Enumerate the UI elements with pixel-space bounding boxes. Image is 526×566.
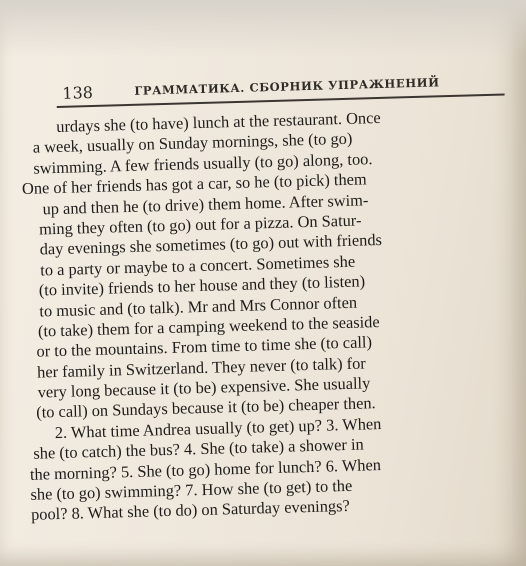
text-line: up and then he (to drive) them home. After swim- [42, 189, 369, 218]
text-line: 2. What time Andrea usually (to get) up? 3. When [54, 413, 382, 443]
text-line: she (to catch) the bus? 4. She (to take) a shower in [33, 434, 364, 464]
text-line: day evenings she sometimes (to go) out with friends [39, 230, 383, 259]
text-line: One of her friends has got a car, so he (to pick) them [21, 169, 367, 199]
text-line: (to call) on Sundays because it (to be) cheaper then. [35, 393, 376, 423]
page-header [56, 67, 507, 108]
text-line: (to invite) friends to her house and they (to listen) [38, 271, 366, 300]
text-line: urdays she (to have) lunch at the restaurant. Once [55, 107, 381, 136]
exercise-text [20, 104, 526, 526]
text-line: very long because it (to be) expensive. She usually [37, 373, 371, 402]
text-line: to music and (to talk). Mr and Mrs Connor often [39, 292, 358, 321]
text-line: the morning? 5. She (to go) home for lunch? 6. When [29, 454, 382, 484]
text-line: she (to go) swimming? 7. How she (to get) to the [30, 475, 353, 504]
text-line: to a party or maybe to a concert. Sometimes she [39, 251, 356, 280]
text-line: her family in Switzerland. They never (to talk) for [36, 353, 366, 382]
page-number: 138 [62, 82, 94, 103]
text-line: a week, usually on Sunday mornings, she (to go) [32, 129, 353, 158]
text-line: pool? 8. What she (to do) on Saturday evenings? [30, 496, 351, 525]
page-top-shadow [0, 0, 526, 58]
text-line: swimming. A few friends usually (to go) along, too. [33, 148, 373, 178]
text-line: (to take) them for a camping weekend to the seaside [37, 311, 380, 341]
text-line: ming they often (to go) out for a pizza. On Satur- [38, 210, 362, 239]
text-line: or to the mountains. From time to time she (to call) [36, 332, 373, 361]
running-head: ГРАММАТИКА. СБОРНИК УПРАЖНЕНИЙ [134, 75, 440, 98]
